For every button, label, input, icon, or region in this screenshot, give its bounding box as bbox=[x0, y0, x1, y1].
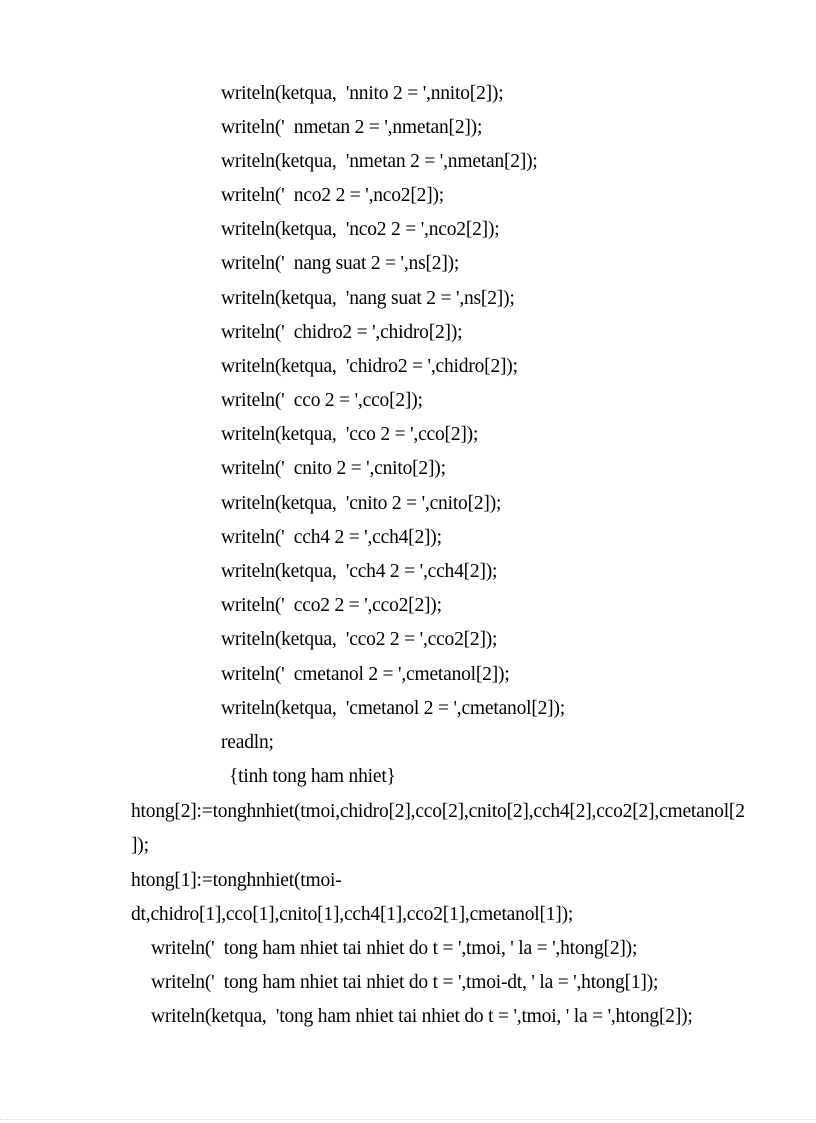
code-line: writeln(' nco2 2 = ',nco2[2]); bbox=[221, 185, 445, 206]
code-line: writeln(ketqua, 'nco2 2 = ',nco2[2]); bbox=[221, 219, 500, 240]
page-bottom-divider bbox=[0, 1119, 816, 1120]
code-line: writeln(' cch4 2 = ',cch4[2]); bbox=[221, 527, 442, 548]
code-line: writeln(ketqua, 'nmetan 2 = ',nmetan[2]); bbox=[221, 151, 538, 172]
code-line: htong[2]:=tonghnhiet(tmoi,chidro[2],cco[2],cnito[2],cch4[2],cco2[2],cmetanol[2 bbox=[131, 801, 745, 822]
code-line: writeln(' chidro2 = ',chidro[2]); bbox=[221, 322, 463, 343]
code-line: writeln(ketqua, 'cco2 2 = ',cco2[2]); bbox=[221, 629, 498, 650]
code-line: writeln(' tong ham nhiet tai nhiet do t = ',tmoi-dt, ' la = ',htong[1]); bbox=[151, 972, 659, 993]
code-line: writeln(ketqua, 'cnito 2 = ',cnito[2]); bbox=[221, 493, 502, 514]
code-line: writeln(' cco2 2 = ',cco2[2]); bbox=[221, 595, 442, 616]
code-line: writeln(' nang suat 2 = ',ns[2]); bbox=[221, 253, 460, 274]
code-line: ]); bbox=[131, 835, 149, 856]
code-line: writeln(ketqua, 'tong ham nhiet tai nhiet do t = ',tmoi, ' la = ',htong[2]); bbox=[151, 1006, 693, 1027]
code-line: writeln(' cmetanol 2 = ',cmetanol[2]); bbox=[221, 664, 510, 685]
code-line: writeln(ketqua, 'nnito 2 = ',nnito[2]); bbox=[221, 83, 504, 104]
code-comment: {tinh tong ham nhiet} bbox=[229, 766, 396, 787]
code-line: writeln(ketqua, 'cco 2 = ',cco[2]); bbox=[221, 424, 479, 445]
code-line: writeln(ketqua, 'cmetanol 2 = ',cmetanol[2]); bbox=[221, 698, 565, 719]
code-line: writeln(' cnito 2 = ',cnito[2]); bbox=[221, 458, 446, 479]
code-line: writeln(' cco 2 = ',cco[2]); bbox=[221, 390, 423, 411]
code-line: writeln(ketqua, 'nang suat 2 = ',ns[2]); bbox=[221, 288, 515, 309]
code-line: dt,chidro[1],cco[1],cnito[1],cch4[1],cco2[1],cmetanol[1]); bbox=[131, 904, 574, 925]
code-line: writeln(ketqua, 'chidro2 = ',chidro[2]); bbox=[221, 356, 518, 377]
code-line: writeln(' nmetan 2 = ',nmetan[2]); bbox=[221, 117, 483, 138]
code-line: htong[1]:=tonghnhiet(tmoi- bbox=[131, 870, 342, 891]
code-line: writeln(ketqua, 'cch4 2 = ',cch4[2]); bbox=[221, 561, 498, 582]
code-line: readln; bbox=[221, 732, 274, 753]
code-line: writeln(' tong ham nhiet tai nhiet do t = ',tmoi, ' la = ',htong[2]); bbox=[151, 938, 638, 959]
